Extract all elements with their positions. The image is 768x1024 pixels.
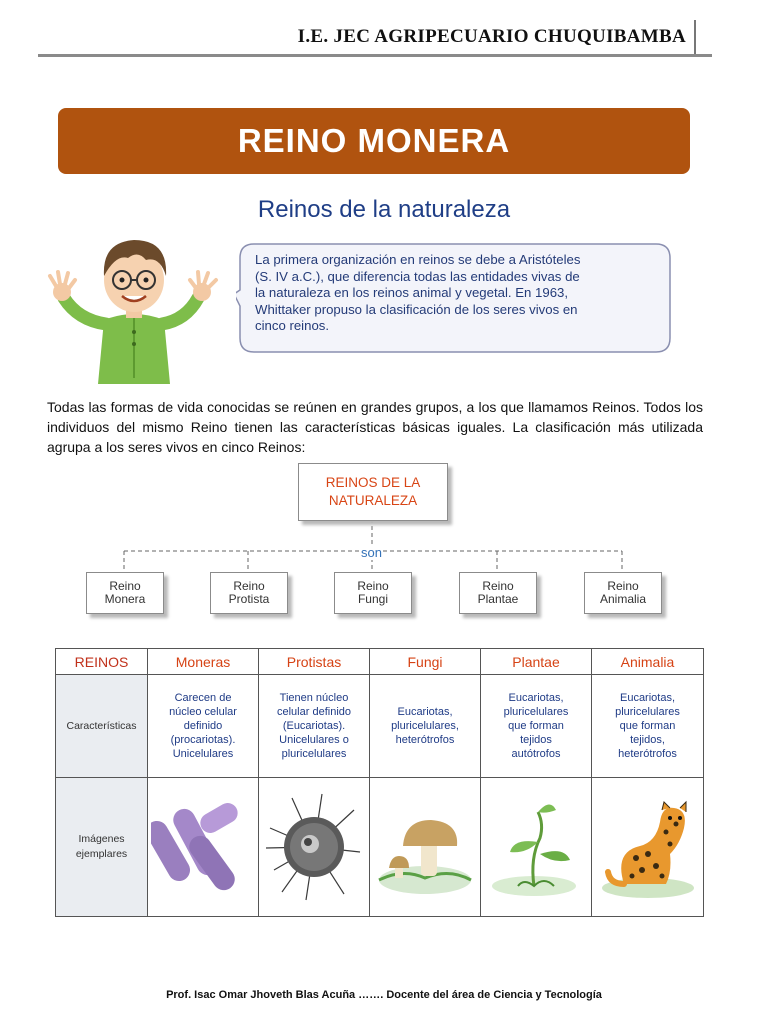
bubble-line: cinco reinos.	[255, 318, 330, 334]
leaf-label-line2: Monera	[104, 592, 146, 606]
bubble-text	[255, 252, 667, 335]
diagram-leaf-monera	[86, 572, 164, 614]
table-cell	[259, 778, 370, 917]
root-label-line1: REINOS DE LA	[325, 475, 421, 490]
table-header-cell: Moneras	[148, 649, 259, 675]
mushroom-image	[373, 788, 477, 906]
bubble-line: Whittaker propuso la clasificación de los seres vivos en	[255, 301, 578, 317]
leaf-label-line2: Protista	[228, 592, 270, 606]
diagram-root-box	[298, 463, 448, 521]
leaf-label-line2: Animalia	[599, 592, 647, 606]
intro-paragraph: Todas las formas de vida conocidas se reúnen en grandes grupos, a los que llamamos Reinos. Todos los individuos del mismo Reino tienen las características básicas iguales. La clasificación más utilizada agrupa a los seres vivos en cinco Reinos:	[47, 399, 703, 455]
seedling-image	[484, 788, 588, 906]
table-header-row	[56, 649, 704, 675]
kingdoms-table	[55, 648, 704, 917]
table-cell	[148, 675, 259, 778]
diagram-leaf-animalia	[584, 572, 662, 614]
cell-text: Carecen de núcleo celular definido (procariotas). Unicelulares	[169, 692, 237, 760]
leaf-label-line1: Reino	[233, 579, 265, 593]
table-row-characteristics	[56, 675, 704, 778]
table-cell	[481, 675, 592, 778]
cell-text: Eucariotas, pluricelulares que forman tejidos autótrofos	[503, 692, 569, 760]
row-label: Características	[56, 675, 148, 778]
protist-image	[262, 788, 366, 906]
row-label-line1: Imágenes	[78, 833, 125, 845]
bubble-line: La primera organización en reinos se debe a Aristóteles	[255, 252, 581, 267]
page-title: REINO MONERA	[237, 122, 511, 159]
diagram-leaf-fungi	[334, 572, 412, 614]
table-cell	[259, 675, 370, 778]
table-cell	[592, 675, 704, 778]
table-header-cell: Fungi	[370, 649, 481, 675]
table-header-cell: Plantae	[481, 649, 592, 675]
title-banner	[58, 108, 690, 174]
root-label-line2: NATURALEZA	[328, 493, 418, 508]
diagram-leaf-protista	[210, 572, 288, 614]
table-cell	[148, 778, 259, 917]
table-row-images	[56, 778, 704, 917]
cell-text: Eucariotas, pluricelulares, heterótrofos	[391, 706, 459, 746]
row-label	[56, 778, 148, 917]
bubble-line: la naturaleza en los reinos animal y vegetal. En 1963,	[255, 285, 569, 301]
header-divider-vertical	[694, 20, 696, 56]
bacteria-image	[151, 788, 255, 906]
table-cell	[592, 778, 704, 917]
table-header-cell: Animalia	[592, 649, 704, 675]
leopard-image	[596, 788, 700, 906]
footer-credit: Prof. Isac Omar Jhoveth Blas Acuña ……. Docente del área de Ciencia y Tecnología	[166, 989, 602, 1001]
leaf-label-line1: Reino	[607, 579, 639, 593]
table-header-cell: REINOS	[56, 649, 148, 675]
bubble-line: (S. IV a.C.), que diferencia todas las entidades vivas de	[255, 268, 580, 284]
leaf-label-line1: Reino	[109, 579, 141, 593]
leaf-label-line2: Fungi	[357, 592, 388, 606]
table-header-cell: Protistas	[259, 649, 370, 675]
section-subtitle: Reinos de la naturaleza	[257, 196, 511, 223]
diagram-leaf-plantae	[459, 572, 537, 614]
school-name: I.E. JEC AGRIPECUARIO CHUQUIBAMBA	[297, 26, 686, 47]
cartoon-boy-illustration	[46, 228, 222, 384]
leaf-label-line1: Reino	[357, 579, 389, 593]
connector-label: son	[361, 545, 382, 560]
row-label-line2: ejemplares	[75, 848, 128, 860]
header-rule	[38, 54, 712, 57]
table-cell	[481, 778, 592, 917]
leaf-label-line2: Plantae	[477, 592, 519, 606]
table-cell	[370, 675, 481, 778]
leaf-label-line1: Reino	[482, 579, 514, 593]
table-cell	[370, 778, 481, 917]
cell-text: Eucariotas, pluricelulares que forman tejidos, heterótrofos	[615, 692, 680, 760]
cell-text: Tienen núcleo celular definido (Eucariotas). Unicelulares o pluricelulares	[277, 692, 351, 760]
